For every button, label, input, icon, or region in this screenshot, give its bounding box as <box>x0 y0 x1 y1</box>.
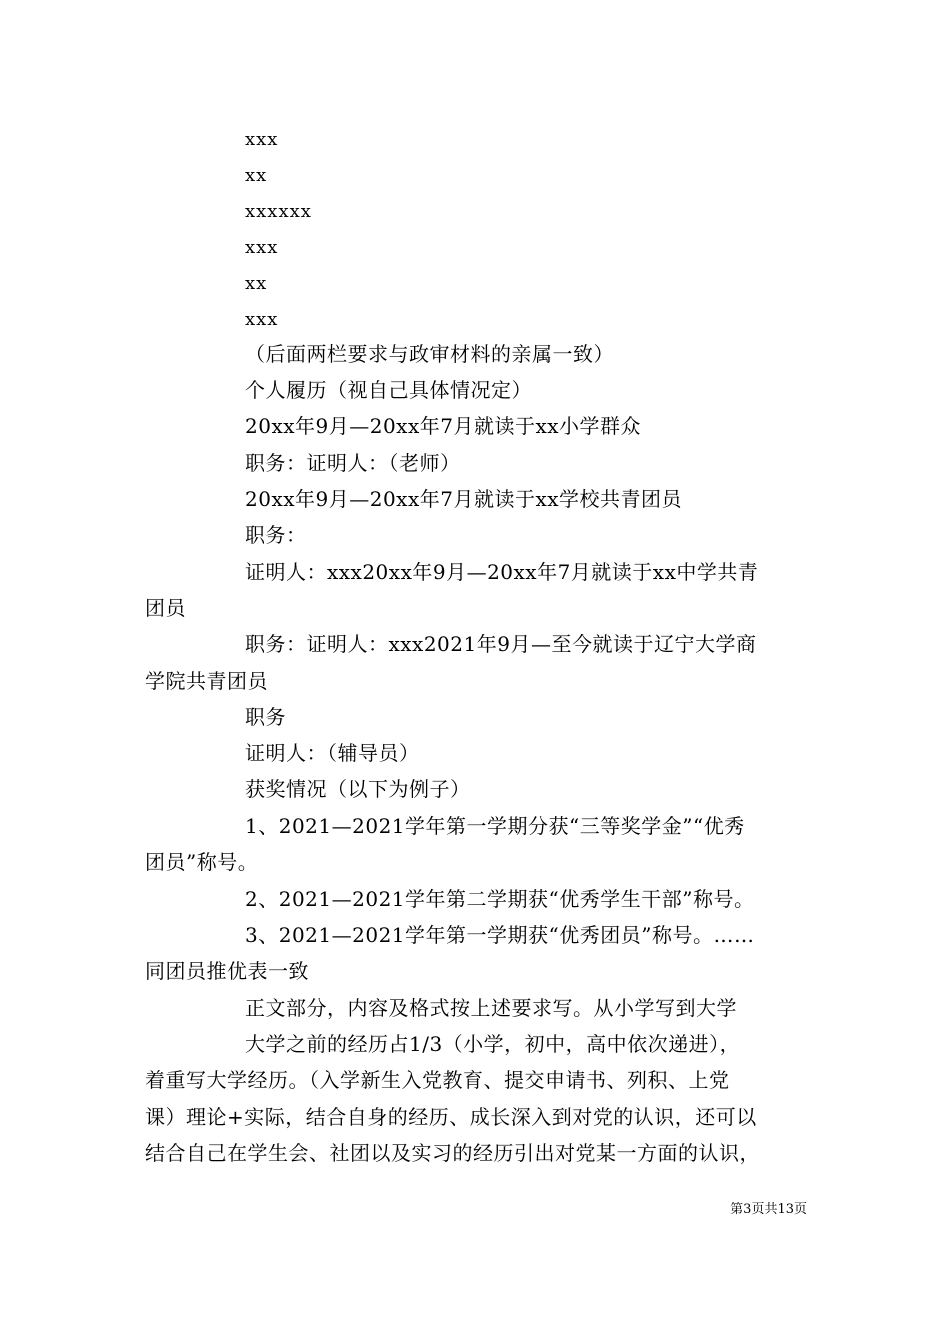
text-line: 职务：证明人：（老师） <box>245 451 461 475</box>
text-line: xxxxxx <box>245 201 312 222</box>
text-line: xxx <box>245 129 279 150</box>
text-line: 团员 <box>145 596 186 620</box>
text-line: 团员”称号。 <box>145 850 259 874</box>
section-heading: 获奖情况（以下为例子） <box>245 777 471 801</box>
text-line: 正文部分，内容及格式按上述要求写。从小学写到大学 <box>245 996 737 1020</box>
text-line: xx <box>245 273 268 294</box>
text-line: xxx <box>245 237 279 258</box>
text-line: 职务： <box>245 523 307 547</box>
text-line: 课）理论+实际，结合自身的经历、成长深入到对党的认识，还可以 <box>145 1105 757 1129</box>
text-line: 结合自己在学生会、社团以及实习的经历引出对党某一方面的认识， <box>145 1141 760 1165</box>
text-line: 2、2021—2021学年第二学期获“优秀学生干部”称号。 <box>245 887 755 911</box>
text-line: 3、2021—2021学年第一学期获“优秀团员”称号。…… <box>245 923 755 947</box>
page-number: 第3页共13页 <box>730 1202 807 1217</box>
text-line: xxx <box>245 309 279 330</box>
text-line: （后面两栏要求与政审材料的亲属一致） <box>245 342 614 366</box>
text-line: xx <box>245 165 268 186</box>
text-line: 职务：证明人：xxx2021年9月—至今就读于辽宁大学商 <box>245 632 757 656</box>
text-line: 着重写大学经历。（入学新生入党教育、提交申请书、列积、上党 <box>145 1068 730 1092</box>
text-line: 学院共青团员 <box>145 669 268 693</box>
text-line: 证明人：xxx20xx年9月—20xx年7月就读于xx中学共青 <box>245 560 759 584</box>
text-line: 20xx年9月—20xx年7月就读于xx学校共青团员 <box>245 487 683 511</box>
text-line: 20xx年9月—20xx年7月就读于xx小学群众 <box>245 414 642 438</box>
text-line: 同团员推优表一致 <box>145 959 309 983</box>
text-line: 职务 <box>245 705 286 729</box>
text-line: 1、2021—2021学年第一学期分获“三等奖学金”“优秀 <box>245 814 745 838</box>
text-line: 证明人：（辅导员） <box>245 741 420 765</box>
text-line: 大学之前的经历占1/3（小学，初中，高中依次递进）， <box>245 1032 741 1056</box>
section-heading: 个人履历（视自己具体情况定） <box>245 378 532 402</box>
